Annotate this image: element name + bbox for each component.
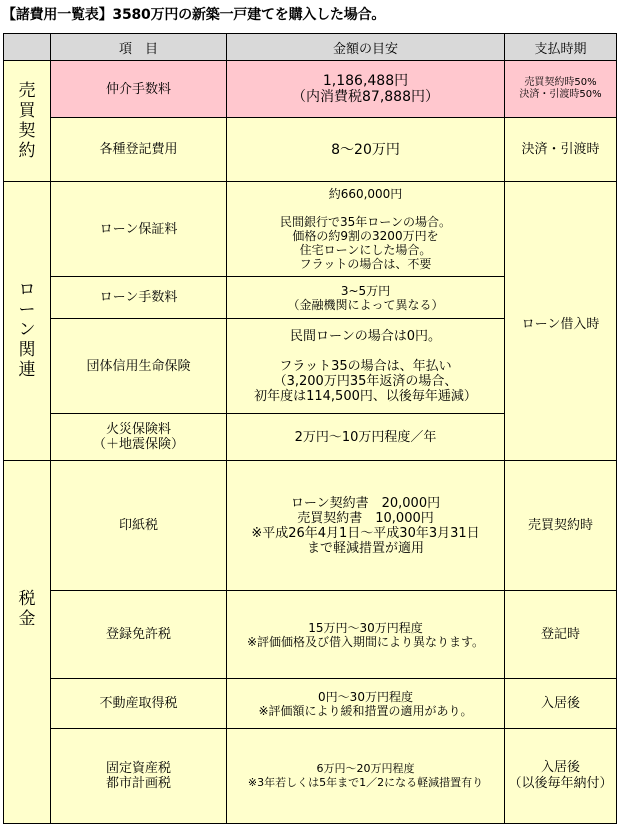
timing-cell: 入居後 （以後毎年納付）: [505, 729, 617, 824]
header-category: [4, 34, 51, 61]
table-row: [4, 591, 617, 679]
table-row: [4, 61, 617, 118]
amount-cell: 0円～30万円程度 ※評価額により緩和措置の適用があり。: [227, 679, 505, 729]
item-cell: 登録免許税: [51, 591, 227, 679]
item-cell: 固定資産税 都市計画税: [51, 729, 227, 824]
item-cell: 仲介手数料: [51, 61, 227, 118]
timing-cell: 売買契約時50% 決済・引渡時50%: [505, 61, 617, 118]
page-title: 【諸費用一覧表】3580万円の新築一戸建てを購入した場合。: [2, 7, 386, 23]
amount-cell: 民間ローンの場合は0円。 フラット35の場合は、年払い （3,200万円35年返済の場合、 初年度は114,500円、以後毎年逓減）: [227, 319, 505, 414]
item-cell: 火災保険料 （＋地震保険）: [51, 414, 227, 461]
timing-cell: 入居後: [505, 679, 617, 729]
amount-cell: 15万円～30万円程度 ※評価価格及び借入期間により異なります。: [227, 591, 505, 679]
header-item: 項 目: [51, 34, 227, 61]
item-cell: 団体信用生命保険: [51, 319, 227, 414]
timing-cell: 登記時: [505, 591, 617, 679]
header-row: [4, 34, 617, 61]
header-amount: 金額の目安: [227, 34, 505, 61]
item-cell: 各種登記費用: [51, 118, 227, 182]
item-cell: 印紙税: [51, 461, 227, 591]
amount-cell: 2万円～10万円程度／年: [227, 414, 505, 461]
amount-cell: 1,186,488円 （内消費税87,888円）: [227, 61, 505, 118]
item-cell: ローン保証料: [51, 182, 227, 277]
category-sales: 売買契約: [4, 61, 51, 182]
amount-cell: 約660,000円 民間銀行で35年ローンの場合。 価格の約9割の3200万円を 住宅ローンにした場合。 フラットの場合は、不要: [227, 182, 505, 277]
timing-cell: ローン借入時: [505, 182, 617, 461]
header-timing: 支払時期: [505, 34, 617, 61]
item-cell: ローン手数料: [51, 277, 227, 319]
table-row: [4, 182, 617, 277]
amount-cell: ローン契約書 20,000円 売買契約書 10,000円 ※平成26年4月1日～平成30年3月31日 まで軽減措置が適用: [227, 461, 505, 591]
amount-cell: 6万円～20万円程度 ※3年若しくは5年まで1／2になる軽減措置有り: [227, 729, 505, 824]
amount-cell: 3~5万円 （金融機関によって異なる）: [227, 277, 505, 319]
category-tax: 税金: [4, 461, 51, 824]
table-row: [4, 461, 617, 591]
amount-cell: 8～20万円: [227, 118, 505, 182]
timing-cell: 売買契約時: [505, 461, 617, 591]
category-loan: ローン関連: [4, 182, 51, 461]
fees-table: [3, 33, 617, 824]
table-row: [4, 679, 617, 729]
table-row: [4, 118, 617, 182]
item-cell: 不動産取得税: [51, 679, 227, 729]
timing-cell: 決済・引渡時: [505, 118, 617, 182]
table-row: [4, 729, 617, 824]
